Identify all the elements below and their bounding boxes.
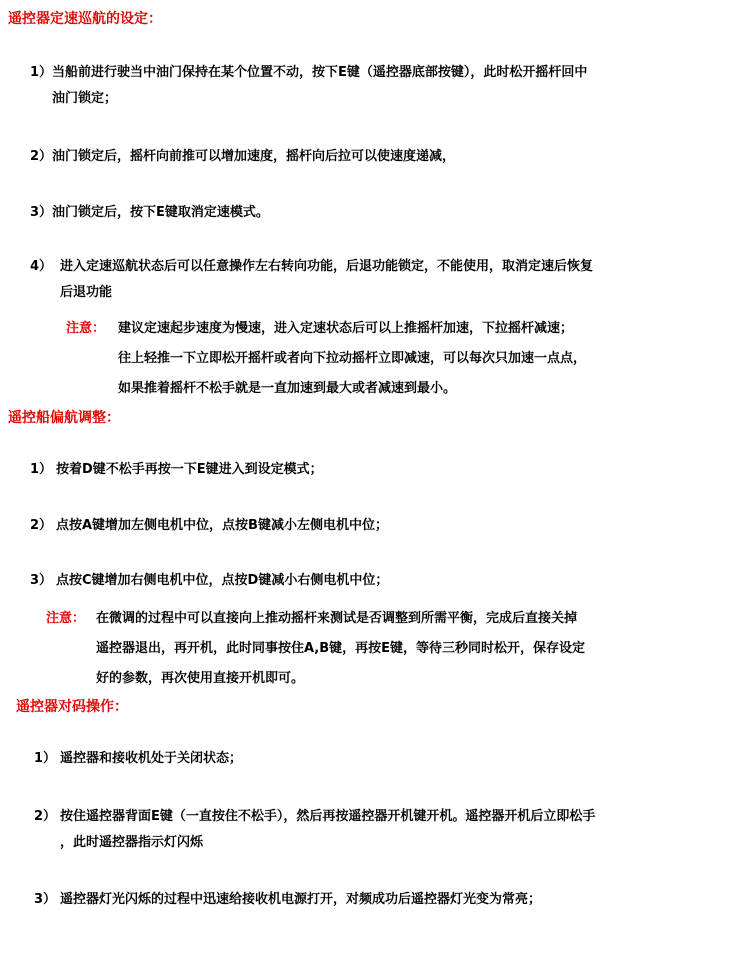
step-text: 油门锁定后，摇杆向前推可以增加速度，摇杆向后拉可以使速度递减， (52, 149, 456, 164)
step-text: 按住遥控器背面E键（一直按住不松手），然后再按遥控器开机键开机。遥控器开机后立即松手 (60, 809, 596, 824)
yaw-step-3 (30, 568, 388, 594)
note-text-cont: 遥控器退出，再开机，此时同事按住A,B键，再按E键，等待三秒同时松开，保存设定 (96, 641, 586, 656)
step-number: 1） (30, 65, 53, 80)
step-number: 2） (34, 809, 57, 824)
step-number: 2） (30, 518, 53, 533)
cruise-step-1 (30, 60, 587, 112)
section-title-yaw: 遥控船偏航调整： (8, 410, 120, 426)
step-text-cont: 油门锁定； (52, 91, 118, 106)
step-text-cont: ，此时遥控器指示灯闪烁 (60, 835, 204, 850)
note-text: 建议定速起步速度为慢速，进入定速状态后可以上推摇杆加速，下拉摇杆减速； (118, 321, 574, 336)
step-number: 2） (30, 149, 53, 164)
step-number: 1） (30, 462, 53, 477)
step-number: 3） (30, 205, 53, 220)
pairing-step-1 (34, 746, 242, 772)
note-label: 注意： (66, 321, 106, 336)
yaw-step-1 (30, 457, 323, 483)
step-number: 3） (34, 892, 57, 907)
step-number: 3） (30, 573, 53, 588)
pairing-step-2 (34, 804, 595, 856)
cruise-note (66, 314, 586, 404)
step-text: 按着D键不松手再按一下E键进入到设定模式； (56, 462, 323, 477)
step-number: 1） (34, 751, 57, 766)
step-number: 4） (30, 259, 53, 274)
note-text-cont: 如果推着摇杆不松手就是一直加速到最大或者减速到最小。 (118, 381, 457, 396)
pairing-step-3 (34, 887, 541, 913)
yaw-step-2 (30, 513, 388, 539)
step-text: 油门锁定后，按下E键取消定速模式。 (52, 205, 269, 220)
step-text-cont: 后退功能 (60, 285, 113, 300)
step-text: 点按A键增加左侧电机中位，点按B键减小左侧电机中位； (56, 518, 388, 533)
section-title-pairing: 遥控器对码操作： (16, 699, 128, 715)
step-text: 点按C键增加右侧电机中位，点按D键减小右侧电机中位； (56, 573, 389, 588)
step-text: 遥控器灯光闪烁的过程中迅速给接收机电源打开，对频成功后遥控器灯光变为常亮； (60, 892, 542, 907)
cruise-step-2 (30, 144, 455, 170)
note-text-cont: 好的参数，再次使用直接开机即可。 (96, 671, 305, 686)
cruise-step-3 (30, 200, 269, 226)
note-label: 注意： (46, 611, 86, 626)
step-text: 遥控器和接收机处于关闭状态； (60, 751, 243, 766)
note-text-cont: 往上轻推一下立即松开摇杆或者向下拉动摇杆立即减速，可以每次只加速一点点， (118, 351, 587, 366)
yaw-note (46, 604, 585, 694)
cruise-step-4 (30, 254, 593, 306)
note-text: 在微调的过程中可以直接向上推动摇杆来测试是否调整到所需平衡，完成后直接关掉 (96, 611, 578, 626)
step-text: 进入定速巡航状态后可以任意操作左右转向功能，后退功能锁定，不能使用，取消定速后恢复 (60, 259, 594, 274)
section-title-cruise: 遥控器定速巡航的设定： (8, 11, 162, 27)
step-text: 当船前进行驶当中油门保持在某个位置不动，按下E键（遥控器底部按键），此时松开摇杆回中 (52, 65, 588, 80)
